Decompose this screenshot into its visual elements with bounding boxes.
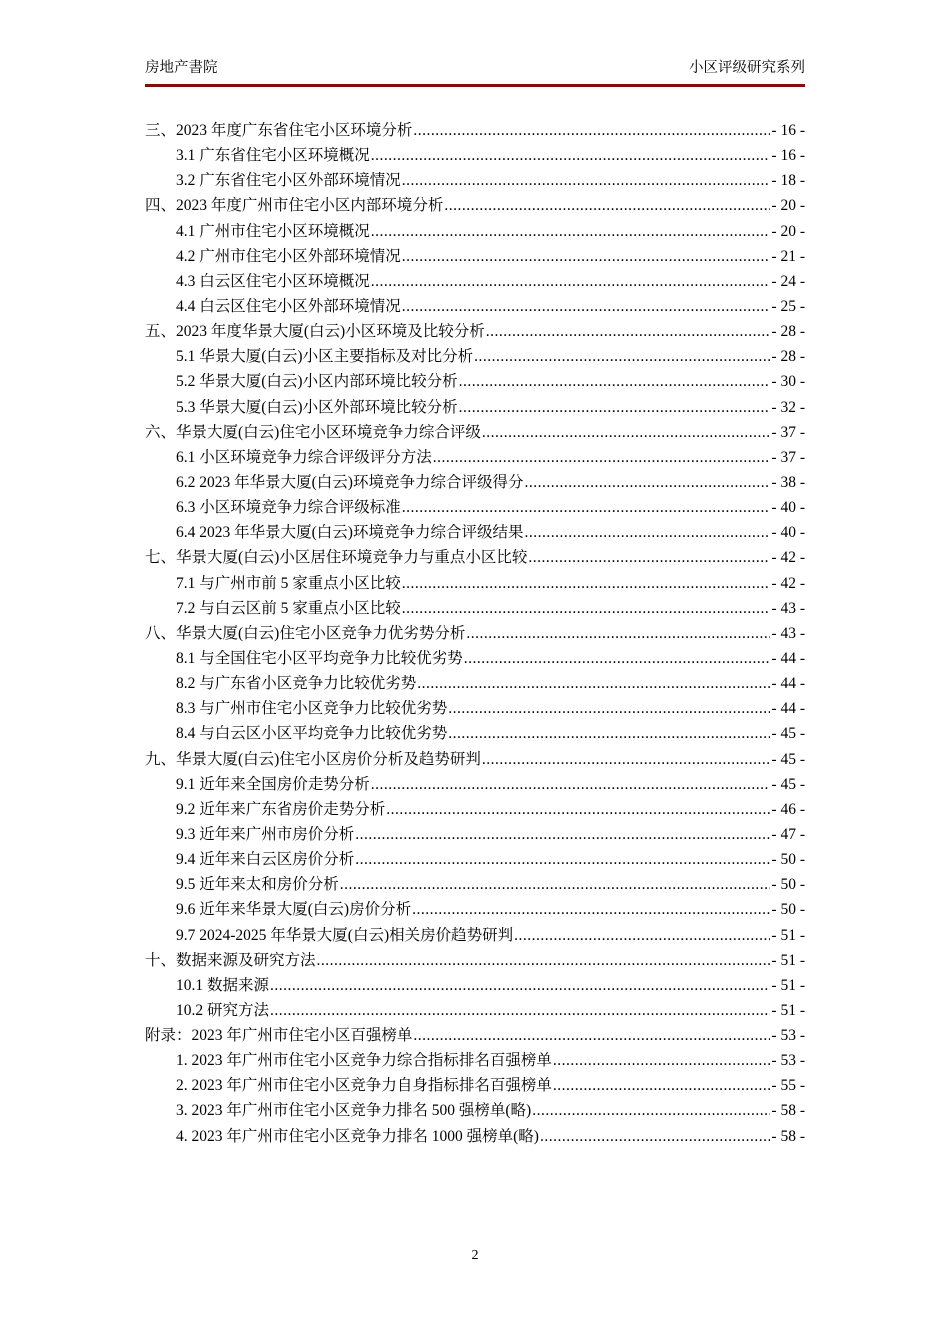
toc-entry[interactable] bbox=[145, 495, 805, 520]
toc-entry-label: 7.1 与广州市前 5 家重点小区比较 bbox=[176, 574, 401, 592]
toc-dot-leader bbox=[466, 621, 770, 646]
toc-dot-leader bbox=[340, 872, 771, 897]
toc-entry-label: 6.4 2023 年华景大厦(白云)环境竞争力综合评级结果 bbox=[176, 524, 524, 542]
toc-dot-leader bbox=[371, 772, 771, 797]
toc-entry-page-number: - 20 - bbox=[771, 197, 805, 215]
toc-entry-label: 3.1 广东省住宅小区环境概况 bbox=[176, 147, 370, 165]
toc-entry-label: 9.2 近年来广东省房价走势分析 bbox=[176, 800, 386, 818]
toc-entry-label: 4. 2023 年广州市住宅小区竞争力排名 1000 强榜单(略) bbox=[176, 1127, 539, 1145]
toc-entry-label: 9.7 2024-2025 年华景大厦(白云)相关房价趋势研判 bbox=[176, 926, 514, 944]
toc-entry[interactable] bbox=[145, 244, 805, 269]
toc-dot-leader bbox=[459, 369, 771, 394]
toc-entry-label: 3. 2023 年广州市住宅小区竞争力排名 500 强榜单(略) bbox=[176, 1102, 532, 1120]
toc-dot-leader bbox=[464, 646, 771, 671]
toc-entry[interactable] bbox=[145, 1098, 805, 1123]
toc-entry-label: 6.1 小区环境竞争力综合评级评分方法 bbox=[176, 448, 432, 466]
toc-dot-leader bbox=[371, 219, 771, 244]
toc-entry-label: 6.3 小区环境竞争力综合评级标准 bbox=[176, 499, 401, 517]
toc-entry[interactable] bbox=[145, 696, 805, 721]
toc-dot-leader bbox=[459, 395, 771, 420]
toc-entry[interactable] bbox=[145, 369, 805, 394]
toc-entry-page-number: - 44 - bbox=[771, 675, 805, 693]
toc-entry-page-number: - 44 - bbox=[771, 700, 805, 718]
toc-entry-page-number: - 37 - bbox=[771, 423, 805, 441]
toc-dot-leader bbox=[532, 1098, 770, 1123]
toc-entry[interactable] bbox=[145, 1073, 805, 1098]
page-header bbox=[145, 56, 805, 87]
toc-entry-label: 五、2023 年度华景大厦(白云)小区环境及比较分析 bbox=[145, 323, 485, 341]
toc-dot-leader bbox=[270, 973, 770, 998]
toc-entry[interactable] bbox=[145, 772, 805, 797]
footer-page-number: 2 bbox=[471, 1248, 479, 1263]
toc-dot-leader bbox=[402, 571, 771, 596]
toc-entry[interactable] bbox=[145, 470, 805, 495]
toc-entry[interactable] bbox=[145, 520, 805, 545]
toc-entry-page-number: - 51 - bbox=[771, 1001, 805, 1019]
toc-dot-leader bbox=[474, 344, 770, 369]
toc-entry-label: 4.4 白云区住宅小区外部环境情况 bbox=[176, 297, 401, 315]
header-right-text: 小区评级研究系列 bbox=[689, 60, 805, 76]
toc-entry-page-number: - 51 - bbox=[771, 976, 805, 994]
toc-entry[interactable] bbox=[145, 445, 805, 470]
toc-entry[interactable] bbox=[145, 948, 805, 973]
toc-entry-label: 6.2 2023 年华景大厦(白云)环境竞争力综合评级得分 bbox=[176, 473, 524, 491]
toc-entry-label: 四、2023 年度广州市住宅小区内部环境分析 bbox=[145, 197, 444, 215]
toc-entry-page-number: - 47 - bbox=[771, 825, 805, 843]
toc-entry-label: 附录：2023 年广州市住宅小区百强榜单 bbox=[145, 1027, 413, 1045]
toc-entry[interactable] bbox=[145, 1048, 805, 1073]
toc-dot-leader bbox=[402, 294, 771, 319]
toc-entry-page-number: - 28 - bbox=[771, 348, 805, 366]
toc-entry-page-number: - 51 - bbox=[771, 951, 805, 969]
toc-entry-page-number: - 28 - bbox=[771, 323, 805, 341]
toc-entry-page-number: - 25 - bbox=[771, 297, 805, 315]
toc-entry[interactable] bbox=[145, 923, 805, 948]
toc-entry-page-number: - 40 - bbox=[771, 524, 805, 542]
toc-entry-label: 5.1 华景大厦(白云)小区主要指标及对比分析 bbox=[176, 348, 474, 366]
toc-dot-leader bbox=[355, 847, 770, 872]
toc-entry-label: 三、2023 年度广东省住宅小区环境分析 bbox=[145, 122, 413, 139]
toc-entry-page-number: - 50 - bbox=[771, 876, 805, 894]
toc-entry-label: 8.2 与广东省小区竞争力比较优劣势 bbox=[176, 675, 417, 693]
toc-dot-leader bbox=[486, 319, 771, 344]
toc-entry[interactable] bbox=[145, 721, 805, 746]
toc-dot-leader bbox=[553, 1048, 771, 1073]
toc-entry[interactable] bbox=[145, 420, 805, 445]
toc-entry-page-number: - 45 - bbox=[771, 725, 805, 743]
toc-entry[interactable] bbox=[145, 596, 805, 621]
toc-dot-leader bbox=[514, 923, 770, 948]
toc-entry[interactable] bbox=[145, 747, 805, 772]
toc-dot-leader bbox=[413, 118, 770, 143]
toc-entry-page-number: - 53 - bbox=[771, 1052, 805, 1070]
toc-entry-label: 7.2 与白云区前 5 家重点小区比较 bbox=[176, 599, 401, 617]
toc-dot-leader bbox=[448, 696, 770, 721]
toc-entry-label: 六、华景大厦(白云)住宅小区环境竞争力综合评级 bbox=[145, 423, 481, 441]
toc-dot-leader bbox=[524, 520, 770, 545]
toc-entry-page-number: - 55 - bbox=[771, 1077, 805, 1095]
toc-dot-leader bbox=[402, 168, 771, 193]
toc-entry[interactable] bbox=[145, 319, 805, 344]
toc-entry-label: 9.6 近年来华景大厦(白云)房价分析 bbox=[176, 901, 412, 919]
toc-dot-leader bbox=[402, 495, 771, 520]
toc-entry[interactable] bbox=[145, 545, 805, 570]
toc-dot-leader bbox=[524, 470, 770, 495]
toc-entry-label: 9.4 近年来白云区房价分析 bbox=[176, 851, 355, 869]
toc-entry-label: 七、华景大厦(白云)小区居住环境竞争力与重点小区比较 bbox=[145, 549, 528, 567]
toc-dot-leader bbox=[412, 897, 770, 922]
toc-entry-page-number: - 46 - bbox=[771, 800, 805, 818]
toc-dot-leader bbox=[386, 797, 770, 822]
toc-entry-page-number: - 53 - bbox=[771, 1027, 805, 1045]
toc-dot-leader bbox=[417, 671, 770, 696]
toc-dot-leader bbox=[528, 545, 770, 570]
toc-entry-label: 9.5 近年来太和房价分析 bbox=[176, 876, 339, 894]
toc-entry-page-number: - 30 - bbox=[771, 373, 805, 391]
toc-entry[interactable] bbox=[145, 847, 805, 872]
toc-dot-leader bbox=[540, 1124, 770, 1149]
toc-entry[interactable] bbox=[145, 797, 805, 822]
toc-entry[interactable] bbox=[145, 646, 805, 671]
toc-entry-label: 9.3 近年来广州市房价分析 bbox=[176, 825, 355, 843]
toc-entry[interactable] bbox=[145, 1124, 805, 1149]
toc-entry-page-number: - 38 - bbox=[771, 473, 805, 491]
toc-entry-page-number: - 16 - bbox=[771, 122, 805, 139]
header-left-text: 房地产書院 bbox=[145, 60, 218, 76]
toc-dot-leader bbox=[355, 822, 770, 847]
toc-entry[interactable] bbox=[145, 872, 805, 897]
toc-entry-page-number: - 21 - bbox=[771, 247, 805, 265]
toc-entry[interactable] bbox=[145, 344, 805, 369]
toc-entry-label: 4.3 白云区住宅小区环境概况 bbox=[176, 272, 370, 290]
toc-entry-page-number: - 20 - bbox=[771, 222, 805, 240]
toc-entry[interactable] bbox=[145, 269, 805, 294]
toc-entry[interactable] bbox=[145, 822, 805, 847]
toc-dot-leader bbox=[482, 420, 771, 445]
toc-entry-page-number: - 58 - bbox=[771, 1127, 805, 1145]
toc-dot-leader bbox=[413, 1023, 770, 1048]
toc-dot-leader bbox=[402, 596, 771, 621]
toc-entry-label: 1. 2023 年广州市住宅小区竞争力综合指标排名百强榜单 bbox=[176, 1052, 552, 1070]
toc-entry-label: 5.3 华景大厦(白云)小区外部环境比较分析 bbox=[176, 398, 458, 416]
toc-entry[interactable] bbox=[145, 193, 805, 218]
toc-entry-page-number: - 50 - bbox=[771, 851, 805, 869]
toc-dot-leader bbox=[553, 1073, 771, 1098]
toc-entry[interactable] bbox=[145, 219, 805, 244]
toc-dot-leader bbox=[448, 721, 770, 746]
toc-entry-page-number: - 24 - bbox=[771, 272, 805, 290]
toc-dot-leader bbox=[270, 998, 770, 1023]
toc-entry-label: 5.2 华景大厦(白云)小区内部环境比较分析 bbox=[176, 373, 458, 391]
toc-entry-label: 九、华景大厦(白云)住宅小区房价分析及趋势研判 bbox=[145, 750, 481, 768]
toc-entry-page-number: - 58 - bbox=[771, 1102, 805, 1120]
toc-entry-page-number: - 32 - bbox=[771, 398, 805, 416]
toc-dot-leader bbox=[317, 948, 771, 973]
toc-dot-leader bbox=[444, 193, 770, 218]
toc-entry-label: 8.4 与白云区小区平均竞争力比较优劣势 bbox=[176, 725, 448, 743]
header-rule-divider bbox=[145, 84, 805, 87]
toc-entry-page-number: - 40 - bbox=[771, 499, 805, 517]
toc-dot-leader bbox=[402, 244, 771, 269]
toc-dot-leader bbox=[482, 747, 771, 772]
toc-entry-label: 10.1 数据来源 bbox=[176, 976, 270, 994]
toc-entry-label: 8.1 与全国住宅小区平均竞争力比较优劣势 bbox=[176, 649, 463, 667]
toc-entry[interactable] bbox=[145, 294, 805, 319]
toc-entry[interactable] bbox=[145, 118, 805, 143]
toc-entry[interactable] bbox=[145, 671, 805, 696]
toc-entry-label: 3.2 广东省住宅小区外部环境情况 bbox=[176, 172, 401, 190]
toc-entry-label: 9.1 近年来全国房价走势分析 bbox=[176, 775, 370, 793]
toc-dot-leader bbox=[371, 269, 771, 294]
toc-entry-page-number: - 43 - bbox=[771, 624, 805, 642]
toc-dot-leader bbox=[433, 445, 771, 470]
toc-entry-page-number: - 16 - bbox=[771, 147, 805, 165]
toc-entry-page-number: - 45 - bbox=[771, 750, 805, 768]
toc-list bbox=[145, 118, 805, 1149]
toc-entry[interactable] bbox=[145, 143, 805, 168]
toc-entry-page-number: - 51 - bbox=[771, 926, 805, 944]
toc-entry[interactable] bbox=[145, 897, 805, 922]
toc-entry-page-number: - 42 - bbox=[771, 549, 805, 567]
toc-entry-label: 4.2 广州市住宅小区外部环境情况 bbox=[176, 247, 401, 265]
toc-entry-page-number: - 50 - bbox=[771, 901, 805, 919]
toc-entry-label: 4.1 广州市住宅小区环境概况 bbox=[176, 222, 370, 240]
toc-entry-label: 10.2 研究方法 bbox=[176, 1001, 270, 1019]
toc-entry[interactable] bbox=[145, 998, 805, 1023]
toc-entry-page-number: - 43 - bbox=[771, 599, 805, 617]
toc-entry-page-number: - 44 - bbox=[771, 649, 805, 667]
toc-entry-label: 8.3 与广州市住宅小区竞争力比较优劣势 bbox=[176, 700, 448, 718]
toc-entry-page-number: - 18 - bbox=[771, 172, 805, 190]
toc-entry[interactable] bbox=[145, 1023, 805, 1048]
toc-entry-label: 2. 2023 年广州市住宅小区竞争力自身指标排名百强榜单 bbox=[176, 1077, 552, 1095]
toc-entry[interactable] bbox=[145, 395, 805, 420]
toc-entry[interactable] bbox=[145, 168, 805, 193]
toc-entry-page-number: - 37 - bbox=[771, 448, 805, 466]
toc-entry-page-number: - 45 - bbox=[771, 775, 805, 793]
toc-entry-page-number: - 42 - bbox=[771, 574, 805, 592]
toc-entry-label: 八、华景大厦(白云)住宅小区竞争力优劣势分析 bbox=[145, 624, 466, 642]
page-footer bbox=[0, 1248, 950, 1264]
toc-entry-label: 十、数据来源及研究方法 bbox=[145, 951, 316, 969]
toc-entry[interactable] bbox=[145, 571, 805, 596]
toc-dot-leader bbox=[371, 143, 771, 168]
toc-entry[interactable] bbox=[145, 621, 805, 646]
toc-entry[interactable] bbox=[145, 973, 805, 998]
